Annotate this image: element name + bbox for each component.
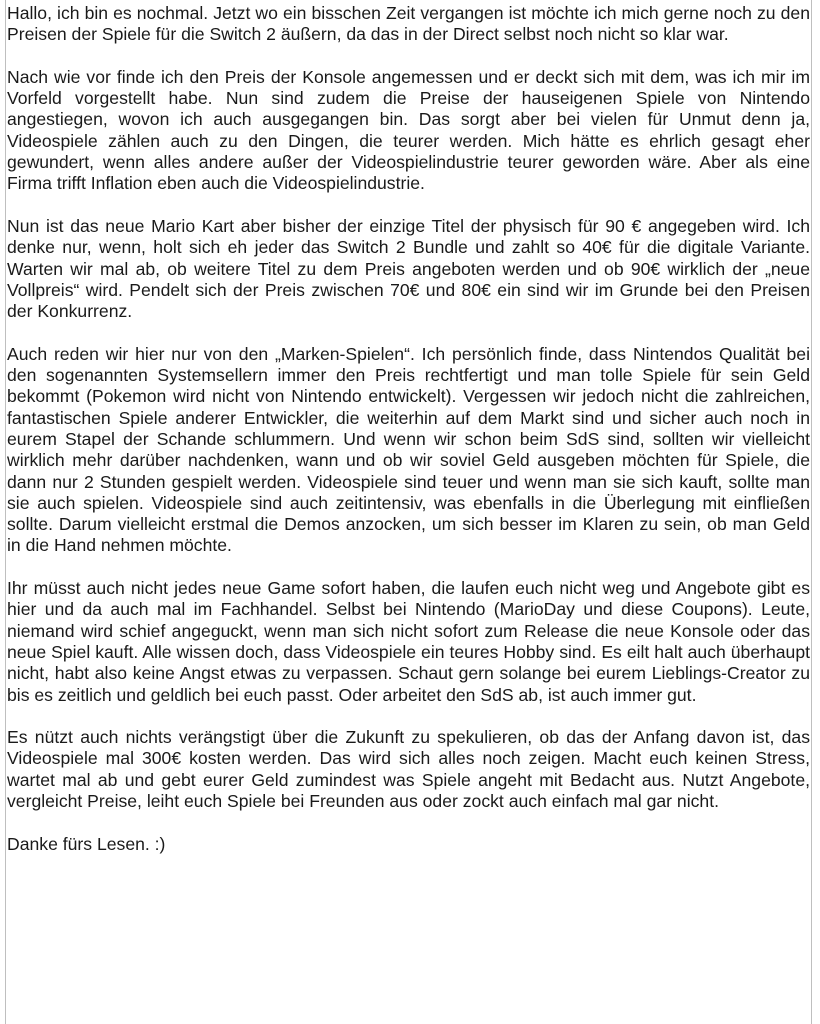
paragraph-thanks: Danke fürs Lesen. :) bbox=[7, 833, 166, 854]
page-right-border bbox=[811, 0, 812, 1024]
paragraph-no-rush: Ihr müsst auch nicht jedes neue Game sofort haben, die laufen euch nicht weg und Angebote gibt es hier und da auch mal im Fachhandel. Selbst bei Nintendo (MarioDay und diese Coupons). Leute, niemand wird schief angeguckt, wenn man sich nicht sofort zum Release die neue Konsole oder das neue Spiel kauft. Alle wissen doch, dass Videospiele ein teures Hobby sind. Es eilt halt auch überhaupt nicht, habt also keine Angst etwas zu verpassen. Schaut gern solange bei eurem Lieblings-Creator zu bis es zeitlich und geldlich bei euch passt. Oder arbeitet den SdS ab, ist auch immer gut. bbox=[7, 578, 810, 705]
paragraph-console-price: Nach wie vor finde ich den Preis der Konsole angemessen und er deckt sich mit dem, was ich mir im Vorfeld vorgestellt habe. Nun sind zudem die Preise der hauseigenen Spiele von Nintendo angestiegen, wovon ich auch ausgegangen bin. Das sorgt aber bei vielen für Unmut denn ja, Videospiele zählen auch zu den Dingen, die teurer werden. Mich hätte es ehrlich gesagt eher gewundert, wenn alles andere außer der Videospielindustrie teurer geworden wäre. Aber als eine Firma trifft Inflation eben auch die Videospielindustrie. bbox=[7, 66, 810, 194]
document-body bbox=[7, 3, 810, 855]
paragraph-future: Es nützt auch nichts verängstigt über die Zukunft zu spekulieren, ob das der Anfang davon ist, das Videospiele mal 300€ kosten werden. Das wird sich alles noch zeigen. Macht euch keinen Stress, wartet mal ab und gebt eurer Geld zumindest was Spiele angeht mit Bedacht aus. Nutzt Angebote, vergleicht Preise, leiht euch Spiele bei Freunden aus oder zockt auch einfach mal gar nicht. bbox=[7, 727, 810, 811]
paragraph-brand-games: Auch reden wir hier nur von den „Marken-Spielen“. Ich persönlich finde, dass Nintendos Qualität bei den sogenannten Systemsellern immer den Preis rechtfertigt und man tolle Spiele für sein Geld bekommt (Pokemon wird nicht von Nintendo entwickelt). Vergessen wir jedoch nicht die zahlreichen, fantastischen Spiele anderer Entwickler, die weiterhin auf dem Markt sind und sicher auch noch in eurem Stapel der Schande schlummern. Und wenn wir schon beim SdS sind, sollten wir vielleicht wirklich mehr darüber nachdenken, wann und ob wir soviel Geld ausgeben möchten für Spiele, die dann nur 2 Stunden gespielt werden. Videospiele sind teuer und wenn man sie sich kauft, sollte man sie auch spielen. Videospiele sind auch zeitintensiv, was ebenfalls in die Überlegung mit einfließen sollte. Darum vielleicht erstmal die Demos anzocken, um sich besser im Klaren zu sein, ob man Geld in die Hand nehmen möchte. bbox=[7, 343, 810, 556]
paragraph-mario-kart: Nun ist das neue Mario Kart aber bisher der einzige Titel der physisch für 90 € angegeben wird. Ich denke nur, wenn, holt sich eh jeder das Switch 2 Bundle und zahlt so 40€ für die digitale Variante. Warten wir mal ab, ob weitere Titel zu dem Preis angeboten werden und ob 90€ wirklich der „neue Vollpreis“ wird. Pendelt sich der Preis zwischen 70€ und 80€ ein sind wir im Grunde bei den Preisen der Konkurrenz. bbox=[7, 215, 810, 322]
page-left-border bbox=[5, 0, 6, 1024]
paragraph-greeting: Hallo, ich bin es nochmal. Jetzt wo ein bisschen Zeit vergangen ist möchte ich mich gerne noch zu den Preisen der Spiele für die Switch 2 äußern, da das in der Direct selbst noch nicht so klar war. bbox=[7, 3, 810, 45]
